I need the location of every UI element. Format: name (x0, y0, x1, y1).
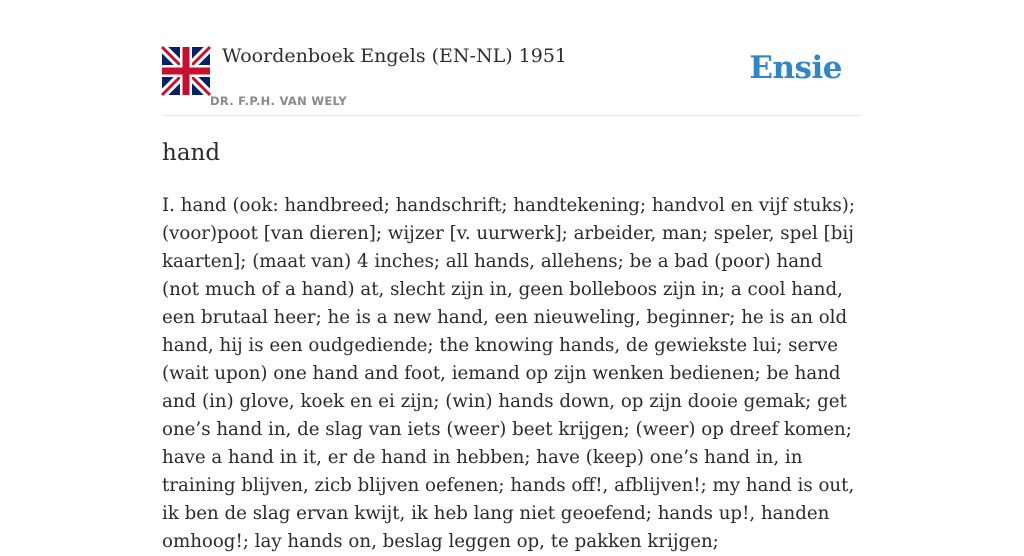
page-container (162, 0, 862, 552)
ensie-logo-link[interactable]: Ensie (749, 50, 842, 86)
entry-headword: hand (162, 140, 221, 166)
dictionary-author: DR. F.P.H. VAN WELY (210, 94, 347, 108)
dictionary-header (162, 0, 862, 116)
uk-flag-icon (162, 47, 210, 95)
dictionary-title[interactable]: Woordenboek Engels (EN-NL) 1951 (222, 45, 567, 67)
entry-definition: I. hand (ook: handbreed; handschrift; handtekening; handvol en vijf stuks); (voor)poot [van dieren]; wijzer [v. uurwerk]; arbeider, man; speler, spel [bij kaarten]; (maat van) 4 inches; all hands, allehens; be a bad (poor) hand (not much of a hand) at, slecht zijn in, geen bolleboos zijn in; a cool hand, een brutaal heer; he is a new hand, een nieuweling, beginner; he is an old hand, hij is een oudgediende; the knowing hands, de gewiekste lui; serve (wait upon) one hand and foot, iemand op zijn wenken bedienen; be hand and (in) glove, koek en ei zijn; (win) hands down, op zijn dooie gemak; get one’s hand in, de slag van iets (weer) beet krijgen; (weer) op dreef komen; have a hand in it, er de hand in hebben; have (keep) one’s hand in, in training blijven, zicb blijven oefenen; hands off!, afblijven!; my hand is out, ik ben de slag ervan kwijt, ik heb lang niet geoefend; hands up!, handen omhoog!; lay hands on, beslag leggen op, te pakken krijgen; (162, 195, 856, 552)
